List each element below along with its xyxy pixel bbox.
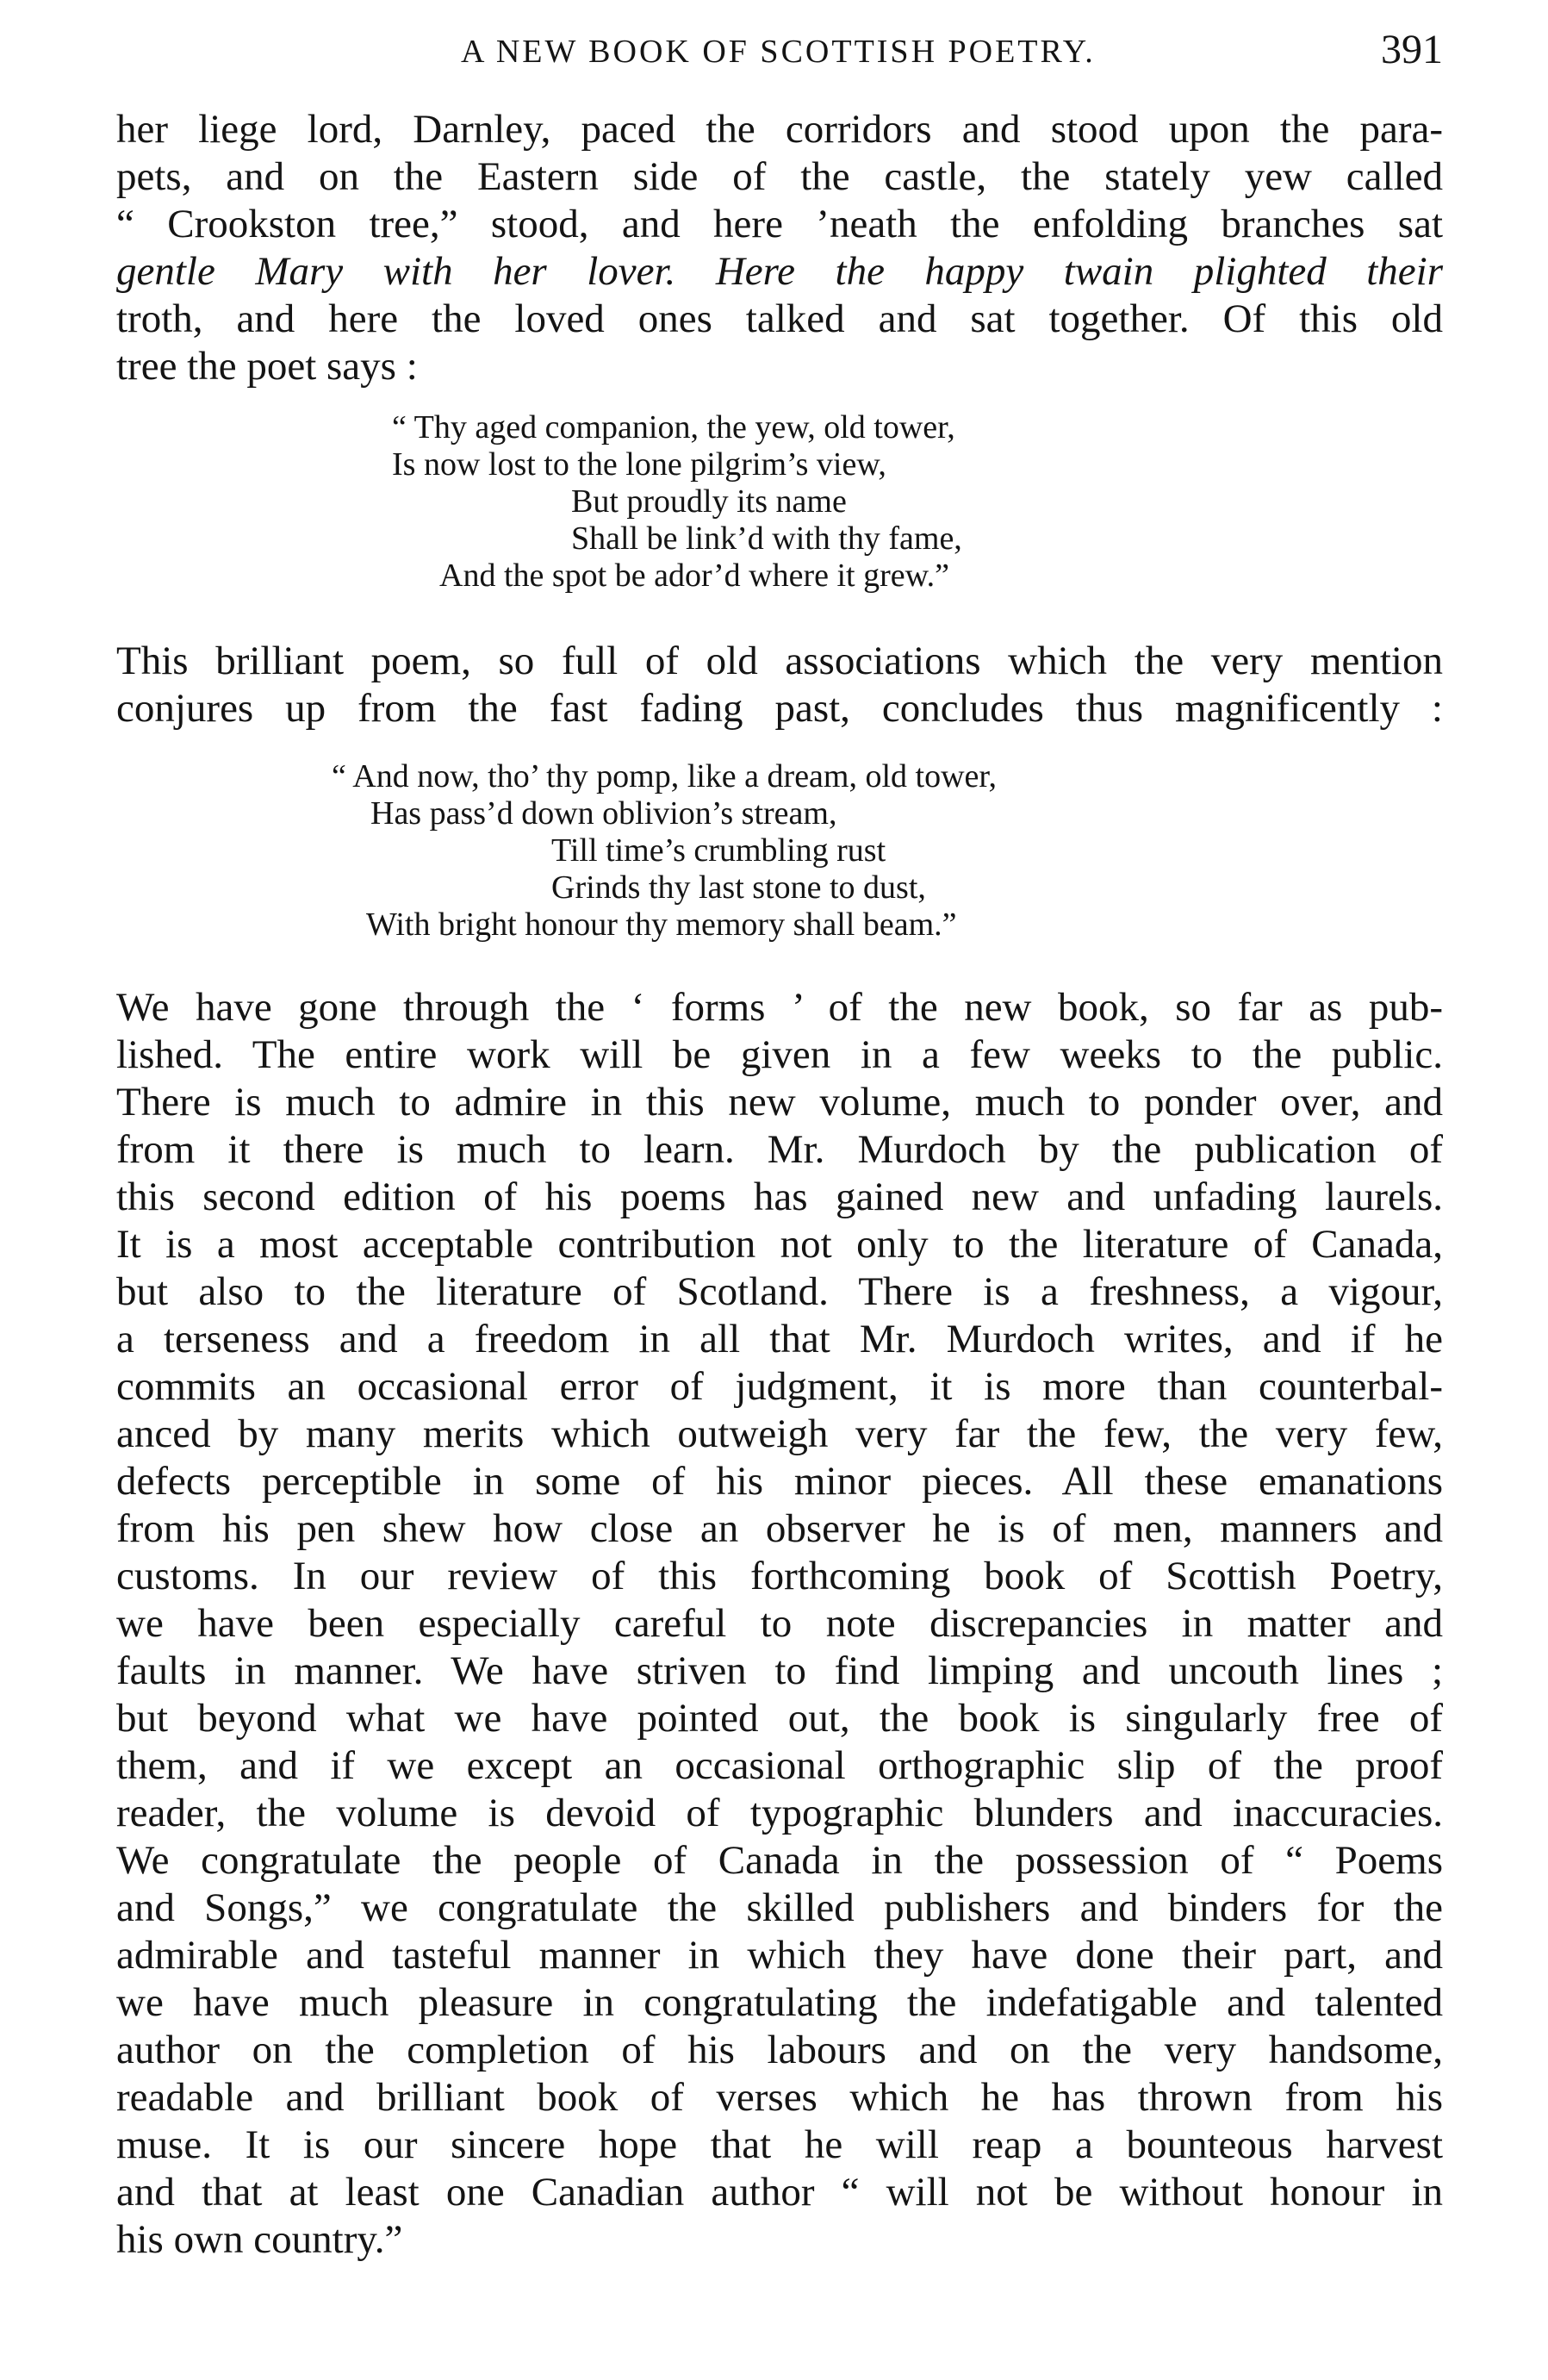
paragraph-brilliant-poem: [116, 638, 1443, 732]
text-line: admirable and tasteful manner in which they have done their part, and: [116, 1933, 1443, 1978]
verse-line: Has pass’d down oblivion’s stream,: [370, 795, 837, 832]
text-line: from his pen shew how close an observer he is of men, manners and: [116, 1506, 1443, 1551]
text-line: readable and brilliant book of verses which he has thrown from his: [116, 2075, 1443, 2120]
verse-line: “ Thy aged companion, the yew, old tower,: [392, 409, 955, 445]
text-line: we have much pleasure in congratulating the indefatigable and talented: [116, 1980, 1443, 2025]
text-line: customs. In our review of this forthcoming book of Scottish Poetry,: [116, 1554, 1443, 1598]
text-line: troth, and here the loved ones talked and sat together. Of this old: [116, 296, 1443, 341]
text-line: but also to the literature of Scotland. There is a freshness, a vigour,: [116, 1269, 1443, 1314]
paragraph-review: [116, 984, 1443, 2264]
verse-old-tower: [332, 758, 997, 944]
text-line: reader, the volume is devoid of typographic blunders and inaccuracies.: [116, 1791, 1443, 1835]
text-line: lished. The entire work will be given in a few weeks to the public.: [116, 1032, 1443, 1077]
verse-line: Till time’s crumbling rust: [551, 832, 886, 869]
page-header: [116, 26, 1443, 86]
text-line: faults in manner. We have striven to find limping and uncouth lines ;: [116, 1648, 1443, 1693]
verse-line: “ And now, tho’ thy pomp, like a dream, old tower,: [332, 758, 998, 794]
text-line: tree the poet says :: [116, 344, 418, 389]
verse-line: Is now lost to the lone pilgrim’s view,: [392, 446, 886, 483]
text-line: we have been especially careful to note discrepancies in matter and: [116, 1601, 1443, 1646]
text-line: her liege lord, Darnley, paced the corridors and stood upon the para-: [116, 107, 1443, 152]
verse-line: But proudly its name: [571, 483, 847, 520]
italic-phrase: gentle Mary with her lover.: [116, 249, 676, 294]
text-line: and Songs,” we congratulate the skilled publishers and binders for the: [116, 1885, 1443, 1930]
text-line: pets, and on the Eastern side of the castle, the stately yew called: [116, 154, 1443, 199]
text-line: them, and if we except an occasional orthographic slip of the proof: [116, 1743, 1443, 1788]
text-line: This brilliant poem, so full of old associations which the very mention: [116, 639, 1443, 683]
text-line: conjures up from the fast fading past, concludes thus magnificently :: [116, 686, 1443, 731]
text-line: We have gone through the ‘ forms ’ of the new book, so far as pub-: [116, 985, 1443, 1030]
text-line: but beyond what we have pointed out, the book is singularly free of: [116, 1696, 1443, 1741]
paragraph-darnley: [116, 106, 1443, 390]
text-line: There is much to admire in this new volume, much to ponder over, and: [116, 1080, 1443, 1125]
page-number: 391: [1381, 27, 1443, 72]
text-line: anced by many merits which outweigh very far the few, the very few,: [116, 1411, 1443, 1456]
text-line: muse. It is our sincere hope that he will reap a bounteous harvest: [116, 2122, 1443, 2167]
text-line: author on the completion of his labours and on the very handsome,: [116, 2028, 1443, 2072]
text-line: commits an occasional error of judgment, it is more than counterbal-: [116, 1364, 1443, 1409]
verse-line: With bright honour thy memory shall beam.”: [366, 907, 957, 943]
text-line: It is a most acceptable contribution not only to the literature of Canada,: [116, 1222, 1443, 1267]
text-line: “ Crookston tree,” stood, and here ’neath the enfolding branches sat: [116, 202, 1443, 246]
verse-line: And the spot be ador’d where it grew.”: [439, 558, 949, 594]
running-title: A NEW BOOK OF SCOTTISH POETRY.: [461, 34, 1096, 70]
text-line: his own country.”: [116, 2217, 403, 2262]
text-line: defects perceptible in some of his minor pieces. All these emanations: [116, 1459, 1443, 1504]
text-line: We congratulate the people of Canada in the possession of “ Poems: [116, 1838, 1443, 1883]
text-line: this second edition of his poems has gained new and unfading laurels.: [116, 1174, 1443, 1219]
text-line: from it there is much to learn. Mr. Murdoch by the publication of: [116, 1127, 1443, 1172]
text-line: a terseness and a freedom in all that Mr. Murdoch writes, and if he: [116, 1317, 1443, 1361]
verse-line: Grinds thy last stone to dust,: [551, 869, 926, 906]
text-line: [116, 248, 1443, 296]
italic-phrase: Here the happy twain plighted their: [715, 249, 1443, 294]
verse-crookston-tree: [392, 409, 962, 595]
text-line: and that at least one Canadian author “ will not be without honour in: [116, 2170, 1443, 2215]
verse-line: Shall be link’d with thy fame,: [571, 520, 962, 557]
